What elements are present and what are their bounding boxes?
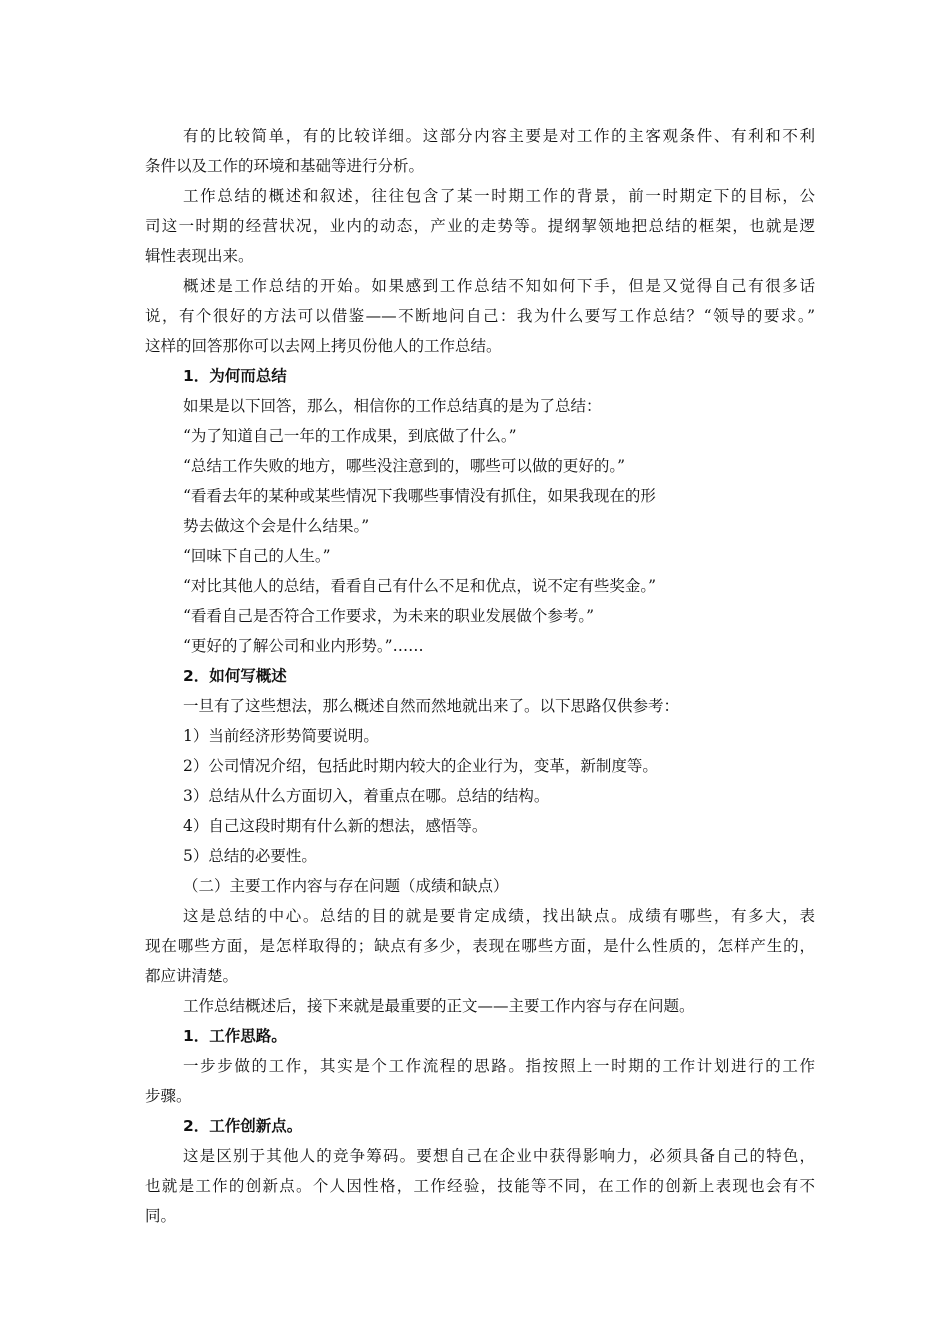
paragraph-line: 工作总结的概述和叙述，往往包含了某一时期工作的背景，前一时期定下的目标，公 [183,187,815,205]
paragraph-line: 说，有个很好的方法可以借鉴——不断地问自己：我为什么要写工作总结？“领导的要求。” [145,307,815,325]
section-heading: 1．工作思路。 [183,1027,287,1045]
paragraph-line: 这是区别于其他人的竞争筹码。要想自己在企业中获得影响力，必须具备自己的特色， [183,1147,815,1165]
paragraph-line: 这是总结的中心。总结的目的就是要肯定成绩，找出缺点。成绩有哪些，有多大，表 [183,907,815,925]
paragraph-line: 一旦有了这些想法，那么概述自然而然地就出来了。以下思路仅供参考： [183,697,680,715]
paragraph-line: 辑性表现出来。 [145,247,254,265]
quote-line: “对比其他人的总结，看看自己有什么不足和优点，说不定有些奖金。” [183,577,657,595]
paragraph-line: 步骤。 [145,1087,192,1105]
quote-line: “看看去年的某种或某些情况下我哪些事情没有抓住，如果我现在的形 [183,487,656,505]
paragraph-line: 现在哪些方面，是怎样取得的；缺点有多少，表现在哪些方面，是什么性质的，怎样产生的， [145,937,815,955]
quote-line: “看看自己是否符合工作要求，为未来的职业发展做个参考。” [183,607,595,625]
paragraph-line: 这样的回答那你可以去网上拷贝份他人的工作总结。 [145,337,502,355]
list-item: 4）自己这段时期有什么新的想法，感悟等。 [183,817,488,835]
list-item: 1）当前经济形势简要说明。 [183,727,379,745]
paragraph-line: 概述是工作总结的开始。如果感到工作总结不知如何下手，但是又觉得自己有很多话 [183,277,815,295]
quote-line: “回味下自己的人生。” [183,547,331,565]
section-heading: 2．工作创新点。 [183,1117,303,1135]
quote-line: “总结工作失败的地方，哪些没注意到的，哪些可以做的更好的。” [183,457,626,475]
paragraph-line: 一步步做的工作，其实是个工作流程的思路。指按照上一时期的工作计划进行的工作 [183,1057,815,1075]
paragraph-line: 都应讲清楚。 [145,967,239,985]
quote-line: “为了知道自己一年的工作成果，到底做了什么。” [183,427,517,445]
paragraph-line: 也就是工作的创新点。个人因性格，工作经验，技能等不同，在工作的创新上表现也会有不 [145,1177,815,1195]
section-heading: 1．为何而总结 [183,367,287,385]
list-item: 5）总结的必要性。 [183,847,317,865]
paragraph-line: 有的比较简单，有的比较详细。这部分内容主要是对工作的主客观条件、有利和不利 [183,127,815,145]
section-heading: 2．如何写概述 [183,667,287,685]
paragraph-line: 司这一时期的经营状况，业内的动态，产业的走势等。提纲挈领地把总结的框架，也就是逻 [145,217,815,235]
section-heading: （二）主要工作内容与存在问题（成绩和缺点） [183,877,509,895]
paragraph-line: 如果是以下回答，那么，相信你的工作总结真的是为了总结： [183,397,602,415]
paragraph-line: 工作总结概述后，接下来就是最重要的正文——主要工作内容与存在问题。 [183,997,695,1015]
quote-line: “更好的了解公司和业内形势。”…… [183,637,424,655]
paragraph-line: 条件以及工作的环境和基础等进行分析。 [145,157,425,175]
quote-line: 势去做这个会是什么结果。” [183,517,370,535]
list-item: 2）公司情况介绍，包括此时期内较大的企业行为，变革，新制度等。 [183,757,658,775]
paragraph-line: 同。 [145,1207,177,1225]
list-item: 3）总结从什么方面切入，着重点在哪。总结的结构。 [183,787,550,805]
